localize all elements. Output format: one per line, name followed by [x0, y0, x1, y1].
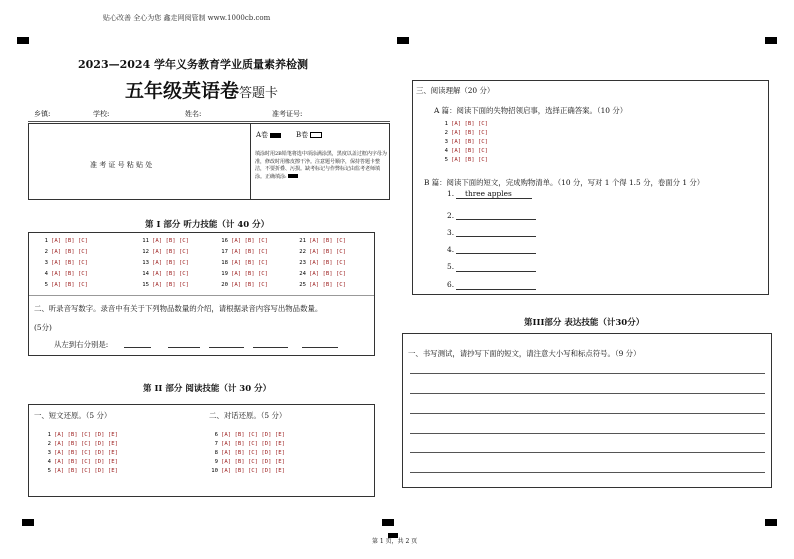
listening-question-row[interactable] — [220, 238, 268, 244]
question-number: 5 — [47, 468, 51, 474]
shopping-item-1-answer[interactable]: three apples — [465, 189, 512, 198]
number-answer-blank-3[interactable] — [209, 347, 244, 348]
answer-options[interactable]: [A] [B] [C] — [152, 271, 190, 277]
reading-a-question-row[interactable] — [440, 139, 488, 145]
answer-options[interactable]: [A] [B] [C] — [451, 121, 489, 127]
shopping-item-3-blank[interactable] — [456, 236, 536, 237]
reading-b-title: B 篇：阅读下面的短文，完成购物清单。（10 分，写对 1 个得 1.5 分，卷面分 1 分） — [424, 178, 705, 187]
listening-question-row[interactable] — [40, 260, 88, 266]
question-number: 25 — [299, 282, 306, 288]
passage-question-row[interactable] — [43, 441, 118, 447]
answer-options[interactable]: [A] [B] [C] — [152, 238, 190, 244]
question-number: 13 — [142, 260, 149, 266]
reading-a-question-row[interactable] — [440, 148, 488, 154]
question-number: 9 — [214, 459, 218, 465]
passage-question-row[interactable] — [43, 459, 118, 465]
shopping-item-5-blank[interactable] — [456, 271, 536, 272]
exam-year-title: 2023—2024 学年义务教育学业质量素养检测 — [78, 58, 309, 71]
order-label: 从左到右分别是: — [54, 340, 109, 349]
paper-type-b-bubble[interactable] — [310, 132, 322, 138]
shopping-item-6-blank[interactable] — [456, 289, 536, 290]
info-underline — [28, 121, 390, 122]
dialogue-question-row[interactable] — [210, 450, 285, 456]
listening-question-row[interactable] — [40, 238, 88, 244]
listening-question-row[interactable] — [141, 238, 189, 244]
paper-type-a-bubble[interactable] — [270, 133, 281, 138]
answer-options[interactable]: [A] [B] [C] — [451, 139, 489, 145]
reading-a-title: A 篇：阅读下面的失物招领启事，选择正确答案。（10 分） — [434, 106, 628, 115]
number-answer-blank-4[interactable] — [253, 347, 288, 348]
question-number: 17 — [221, 249, 228, 255]
listening-question-row[interactable] — [298, 282, 346, 288]
question-number: 3 — [44, 260, 48, 266]
answer-options[interactable]: [A] [B] [C] [D] [E] — [54, 441, 118, 447]
paper-type-b — [296, 130, 322, 140]
dialogue-question-row[interactable] — [210, 468, 285, 474]
correct-fill-sample — [288, 174, 298, 178]
listening-question-row[interactable] — [40, 282, 88, 288]
shopping-item-2-number: 2. — [447, 211, 455, 220]
dialogue-question-row[interactable] — [210, 441, 285, 447]
answer-options[interactable]: [A] [B] [C] [D] [E] — [54, 432, 118, 438]
question-number: 20 — [221, 282, 228, 288]
listening-question-row[interactable] — [141, 271, 189, 277]
answer-options[interactable]: [A] [B] [C] — [231, 282, 269, 288]
shopping-item-2-blank[interactable] — [456, 219, 536, 220]
answer-options[interactable]: [A] [B] [C] [D] [E] — [221, 468, 285, 474]
registration-mark — [17, 37, 29, 44]
answer-options[interactable]: [A] [B] [C] — [451, 157, 489, 163]
registration-mark — [765, 37, 777, 44]
answer-options[interactable]: [A] [B] [C] — [152, 260, 190, 266]
answer-options[interactable]: [A] [B] [C] — [231, 260, 269, 266]
question-number: 19 — [221, 271, 228, 277]
answer-options[interactable]: [A] [B] [C] — [51, 249, 89, 255]
listening-question-row[interactable] — [40, 249, 88, 255]
dialogue-question-row[interactable] — [210, 459, 285, 465]
listening-section2-points: (5分) — [34, 323, 52, 332]
question-number: 2 — [47, 441, 51, 447]
school-label: 学校: — [93, 110, 110, 118]
number-answer-blank-1[interactable] — [124, 347, 151, 348]
question-number: 1 — [47, 432, 51, 438]
answer-options[interactable]: [A] [B] [C] [D] [E] — [54, 468, 118, 474]
registration-mark — [382, 519, 394, 526]
question-number: 12 — [142, 249, 149, 255]
listening-question-row[interactable] — [220, 249, 268, 255]
question-number: 5 — [44, 282, 48, 288]
question-number: 6 — [214, 432, 218, 438]
question-number: 3 — [444, 139, 448, 145]
answer-options[interactable]: [A] [B] [C] [D] [E] — [221, 459, 285, 465]
question-number: 7 — [214, 441, 218, 447]
writing-line-2[interactable] — [410, 393, 765, 394]
shopping-item-6-number: 6. — [447, 280, 455, 289]
listening-section2-text: 二、听录音写数字。录音中有关于下列物品数量的介绍，请根据录音内容写出物品数量。 — [34, 304, 323, 313]
question-number: 5 — [444, 157, 448, 163]
listening-question-row[interactable] — [141, 282, 189, 288]
answer-options[interactable]: [A] [B] [C] — [51, 271, 89, 277]
question-number: 10 — [211, 468, 218, 474]
part3-heading: 第III部分 表达技能（计30分） — [524, 318, 645, 328]
question-number: 8 — [214, 450, 218, 456]
question-number: 4 — [47, 459, 51, 465]
part1-divider — [29, 295, 374, 296]
fill-instructions-text: 填涂时用2B铅笔将选中项涂满涂黑，黑度以盖过框内字母为准，修改时用橡皮擦干净。注意题号顺序，保持答题卡整洁，不要折叠、污损。缺考标记与作弊标记由监考老师填涂。正确填涂: — [255, 151, 387, 180]
paper-type-a — [256, 130, 281, 140]
listening-question-row[interactable] — [298, 249, 346, 255]
answer-options[interactable]: [A] [B] [C] [D] [E] — [54, 450, 118, 456]
writing-line-3[interactable] — [410, 413, 765, 414]
question-number: 24 — [299, 271, 306, 277]
reading-section-title: 三、阅读理解（20 分） — [416, 86, 495, 95]
listening-question-row[interactable] — [220, 260, 268, 266]
watermark-text: 贴心改善 全心为您 鑫走网阅管制 www.1000cb.com — [103, 14, 271, 22]
question-number: 4 — [44, 271, 48, 277]
reading-a-question-row[interactable] — [440, 130, 488, 136]
question-number: 21 — [299, 238, 306, 244]
writing-line-1[interactable] — [410, 373, 765, 374]
writing-line-4[interactable] — [410, 433, 765, 434]
answer-options[interactable]: [A] [B] [C] — [152, 282, 190, 288]
registration-mark — [765, 519, 777, 526]
dialogue-question-row[interactable] — [210, 432, 285, 438]
name-label: 姓名: — [185, 110, 202, 118]
ticket-number-label: 准考证号: — [272, 110, 303, 118]
answer-options[interactable]: [A] [B] [C] — [309, 238, 347, 244]
passage-question-row[interactable] — [43, 450, 118, 456]
listening-question-row[interactable] — [40, 271, 88, 277]
reading-a-question-row[interactable] — [440, 157, 488, 163]
fill-instructions — [255, 151, 388, 181]
answer-options[interactable]: [A] [B] [C] — [51, 260, 89, 266]
question-number: 4 — [444, 148, 448, 154]
shopping-item-3-number: 3. — [447, 228, 455, 237]
answer-options[interactable]: [A] [B] [C] — [451, 130, 489, 136]
listening-question-row[interactable] — [220, 271, 268, 277]
answer-options[interactable]: [A] [B] [C] [D] [E] — [221, 432, 285, 438]
exam-main-title-suffix: 答题卡 — [239, 86, 279, 101]
shopping-item-1-blank[interactable] — [456, 198, 532, 199]
number-answer-blank-2[interactable] — [168, 347, 200, 348]
question-number: 2 — [44, 249, 48, 255]
question-number: 3 — [47, 450, 51, 456]
answer-options[interactable]: [A] [B] [C] — [231, 249, 269, 255]
paper-type-b-label: B卷 — [296, 131, 309, 139]
registration-mark — [22, 519, 34, 526]
question-number: 11 — [142, 238, 149, 244]
shopping-item-4-blank[interactable] — [456, 253, 536, 254]
part1-heading: 第 I 部分 听力技能（计 40 分） — [145, 220, 270, 230]
ticket-box-divider — [250, 123, 251, 200]
answer-options[interactable]: [A] [B] [C] — [152, 249, 190, 255]
question-number: 2 — [444, 130, 448, 136]
exam-main-title-text: 五年级英语卷 — [125, 80, 240, 102]
answer-options[interactable]: [A] [B] [C] — [51, 238, 89, 244]
page-number: 第 1 页，共 2 页 — [372, 538, 418, 545]
exam-main-title — [125, 76, 278, 103]
question-number: 1 — [444, 121, 448, 127]
answer-options[interactable]: [A] [B] [C] — [51, 282, 89, 288]
dialogue-restore-title: 二、对话还原。（5 分） — [209, 411, 287, 420]
answer-options[interactable]: [A] [B] [C] [D] [E] — [221, 450, 285, 456]
writing-line-5[interactable] — [410, 452, 765, 453]
number-answer-blank-5[interactable] — [302, 347, 338, 348]
question-number: 1 — [44, 238, 48, 244]
listening-question-row[interactable] — [141, 260, 189, 266]
writing-section-title: 一、书写测试，请抄写下面的短文，请注意大小写和标点符号。（9 分） — [408, 349, 641, 358]
passage-restore-title: 一、短文还原。（5 分） — [34, 411, 112, 420]
question-number: 23 — [299, 260, 306, 266]
reading-a-question-row[interactable] — [440, 121, 488, 127]
listening-question-row[interactable] — [298, 260, 346, 266]
question-number: 14 — [142, 271, 149, 277]
question-number: 16 — [221, 238, 228, 244]
question-number: 15 — [142, 282, 149, 288]
shopping-item-4-number: 4. — [447, 245, 455, 254]
answer-options[interactable]: [A] [B] [C] — [231, 238, 269, 244]
registration-mark — [397, 37, 409, 44]
answer-options[interactable]: [A] [B] [C] — [309, 260, 347, 266]
listening-question-row[interactable] — [141, 249, 189, 255]
ticket-paste-label: 准 考 证 号 粘 贴 处 — [90, 161, 153, 169]
answer-options[interactable]: [A] [B] [C] — [231, 271, 269, 277]
writing-line-6[interactable] — [410, 472, 765, 473]
answer-options[interactable]: [A] [B] [C] — [451, 148, 489, 154]
question-number: 22 — [299, 249, 306, 255]
paper-type-a-label: A卷 — [256, 131, 269, 139]
answer-options[interactable]: [A] [B] [C] — [309, 271, 347, 277]
question-number: 18 — [221, 260, 228, 266]
answer-options[interactable]: [A] [B] [C] [D] [E] — [54, 459, 118, 465]
listening-question-row[interactable] — [220, 282, 268, 288]
passage-question-row[interactable] — [43, 468, 118, 474]
passage-question-row[interactable] — [43, 432, 118, 438]
answer-options[interactable]: [A] [B] [C] [D] [E] — [221, 441, 285, 447]
answer-options[interactable]: [A] [B] [C] — [309, 249, 347, 255]
answer-options[interactable]: [A] [B] [C] — [309, 282, 347, 288]
part2-heading: 第 II 部分 阅读技能（计 30 分） — [143, 384, 272, 394]
shopping-item-1-number: 1. — [447, 189, 455, 198]
listening-question-row[interactable] — [298, 271, 346, 277]
listening-question-row[interactable] — [298, 238, 346, 244]
township-label: 乡镇: — [34, 110, 51, 118]
shopping-item-5-number: 5. — [447, 262, 455, 271]
